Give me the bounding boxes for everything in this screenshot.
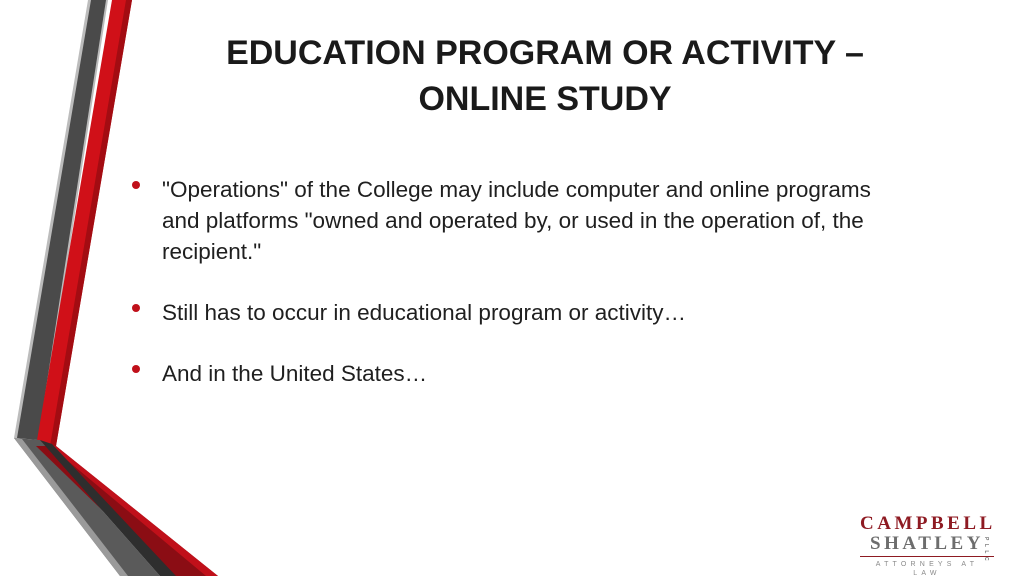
firm-logo [860,514,994,578]
bullet-dot-icon [132,181,140,189]
bullet-item [130,358,910,389]
bullet-list [130,174,910,419]
slide-title [150,30,940,122]
bullet-item [130,174,910,267]
bullet-dot-icon [132,365,140,373]
logo-name-line2-text: SHATLEY [870,533,984,554]
bullet-dot-icon [132,304,140,312]
slide-title-line2: ONLINE STUDY [418,80,672,118]
logo-suffix: PLLC [983,537,989,565]
bullet-text: Still has to occur in educational program or activity… [162,300,686,325]
logo-name-line2 [860,533,994,565]
logo-divider [860,556,994,557]
bullet-text: "Operations" of the College may include computer and online programs and platforms "owned and operated by, or used in the operation of, the recipient." [162,177,871,264]
bullet-item [130,297,910,328]
logo-tagline: ATTORNEYS AT LAW [875,561,979,577]
bullet-text: And in the United States… [162,361,428,386]
slide-title-line1: EDUCATION PROGRAM OR ACTIVITY – [226,34,864,72]
logo-name-line1: CAMPBELL [860,513,996,534]
